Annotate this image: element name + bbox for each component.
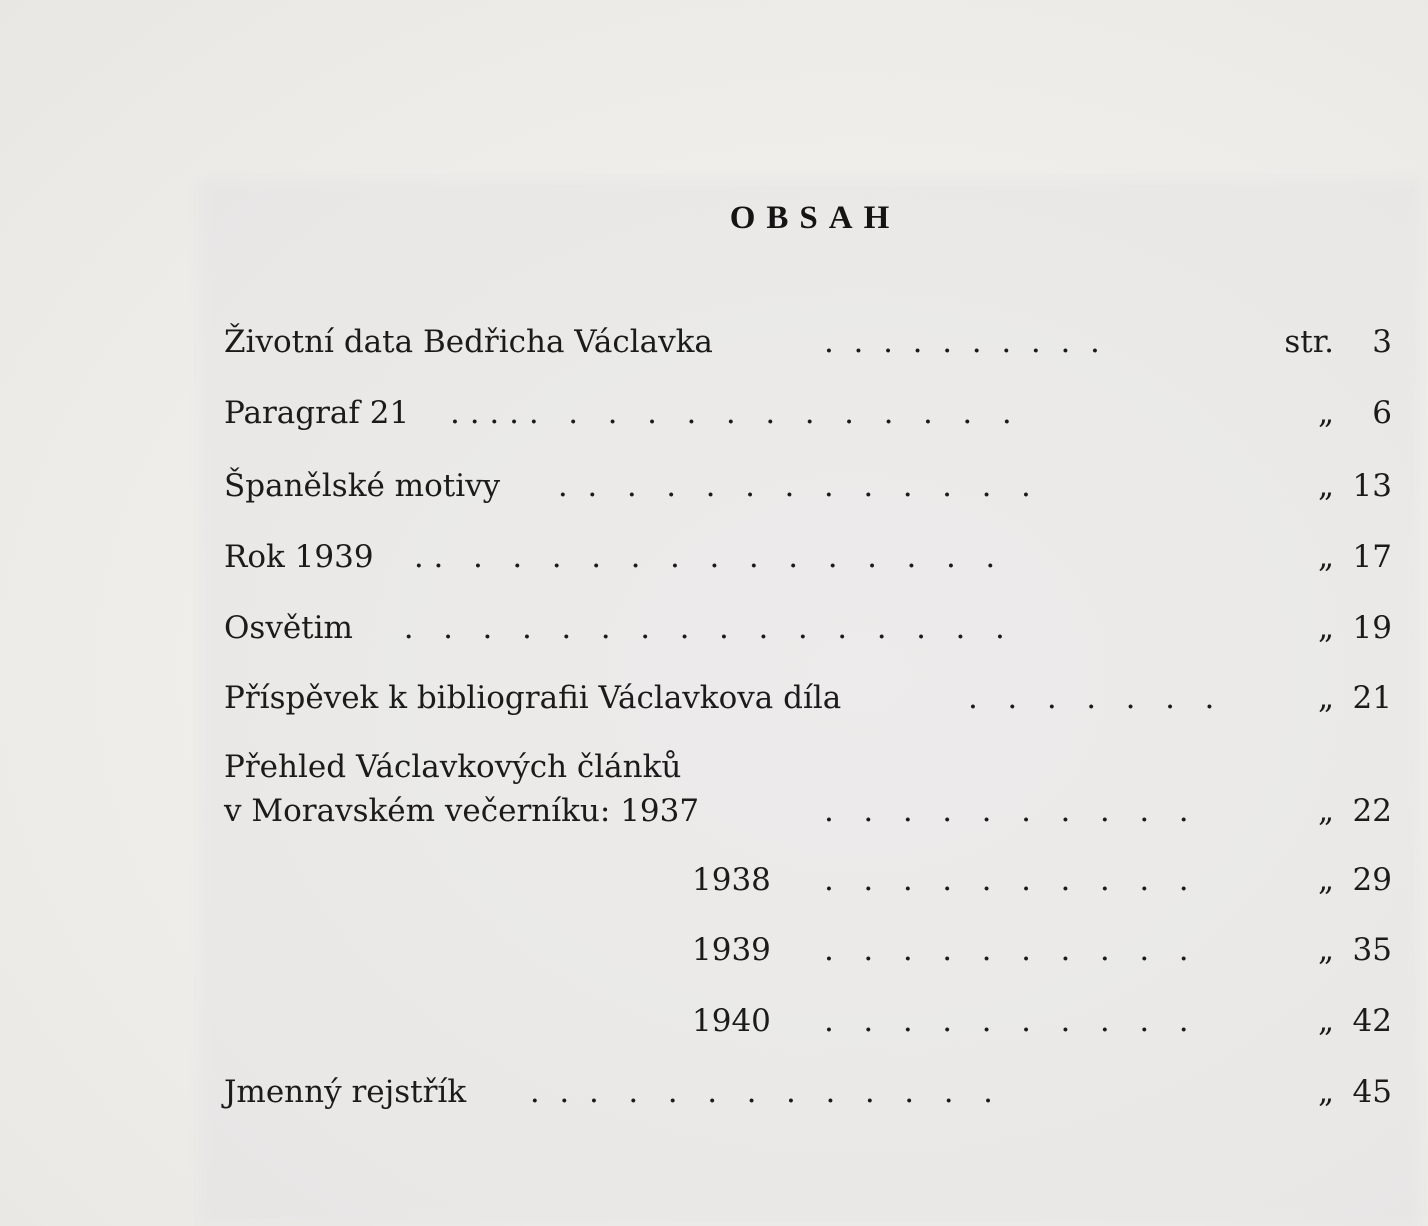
toc-entry — [224, 608, 1392, 648]
toc-entry-title: v Moravském večerníku: 1937 — [224, 793, 700, 829]
toc-entry-marker: „ — [1317, 539, 1334, 575]
dot-leaders: . . . . . . . . . . . . . . . . — [404, 539, 996, 575]
toc-entry-marker: „ — [1317, 862, 1334, 898]
toc-entry-page: 21 — [1352, 680, 1392, 716]
toc-entry-title: 1938 — [692, 862, 771, 898]
toc-entry-marker: „ — [1317, 793, 1334, 829]
toc-entry-marker: „ — [1317, 680, 1334, 716]
dot-leaders: . . . . . . . . . . — [824, 1003, 1189, 1039]
toc-entry-title: Jmenný rejstřík — [224, 1074, 467, 1110]
toc-entry-title: Životní data Bedřicha Václavka — [224, 324, 713, 360]
toc-entry-title: Příspěvek k bibliografii Václavkova díla — [224, 680, 842, 716]
dot-leaders: . . . . . . . . . . — [824, 932, 1189, 968]
toc-entry-page: 13 — [1352, 468, 1392, 504]
toc-entry — [224, 930, 1392, 970]
toc-entry-marker: str. — [1284, 324, 1334, 360]
toc-entry-page: 6 — [1372, 395, 1392, 431]
toc-entry-page: 45 — [1352, 1074, 1392, 1110]
toc-entry-title-line1: Přehled Václavkových článků — [224, 749, 682, 785]
toc-entry — [224, 678, 1392, 718]
toc-entry-page: 22 — [1352, 793, 1392, 829]
toc-entry-title: Osvětim — [224, 610, 353, 646]
toc-entry — [224, 537, 1392, 577]
toc-entry-title: Španělské motivy — [224, 468, 501, 504]
toc-entry-page: 3 — [1372, 324, 1392, 360]
toc-entry — [224, 860, 1392, 900]
toc-entry-marker: „ — [1317, 1074, 1334, 1110]
dot-leaders: . . . . . . . — [968, 680, 1215, 716]
toc-entry-marker: „ — [1317, 610, 1334, 646]
toc-entry-page: 35 — [1352, 932, 1392, 968]
toc-entry — [224, 1072, 1392, 1112]
dot-leaders: . . . . . . . . . . — [824, 862, 1189, 898]
toc-entry-marker: „ — [1317, 395, 1334, 431]
dot-leaders: . . . . . . . . . . . . . . . . — [384, 610, 1005, 646]
toc-entry-page: 17 — [1352, 539, 1392, 575]
toc-entry-page: 29 — [1352, 862, 1392, 898]
toc-entry — [224, 393, 1392, 433]
toc-entry-marker: „ — [1317, 1003, 1334, 1039]
toc-entry — [224, 791, 1392, 831]
toc-entry-page: 19 — [1352, 610, 1392, 646]
toc-entry-marker: „ — [1317, 468, 1334, 504]
toc-entry-title: Paragraf 21 — [224, 395, 410, 431]
dot-leaders: . . . . . . . . . . . . . — [520, 1074, 993, 1110]
dot-leaders: . . . . . . . . . . — [824, 793, 1189, 829]
toc-entry — [224, 1001, 1392, 1041]
toc-entry-title: Rok 1939 — [224, 539, 374, 575]
page-title: OBSAH — [729, 200, 901, 236]
toc-entry — [224, 466, 1392, 506]
toc-entry-page: 42 — [1352, 1003, 1392, 1039]
dot-leaders: . . . . . . . . . . — [824, 324, 1100, 360]
dot-leaders: . . . . . . . . . . . . . . . . . — [450, 395, 1012, 431]
dot-leaders: . . . . . . . . . . . . . — [548, 468, 1031, 504]
toc-entry — [224, 322, 1392, 362]
toc-entry-title: 1940 — [692, 1003, 771, 1039]
toc-entry-marker: „ — [1317, 932, 1334, 968]
toc-entry-title: 1939 — [692, 932, 771, 968]
